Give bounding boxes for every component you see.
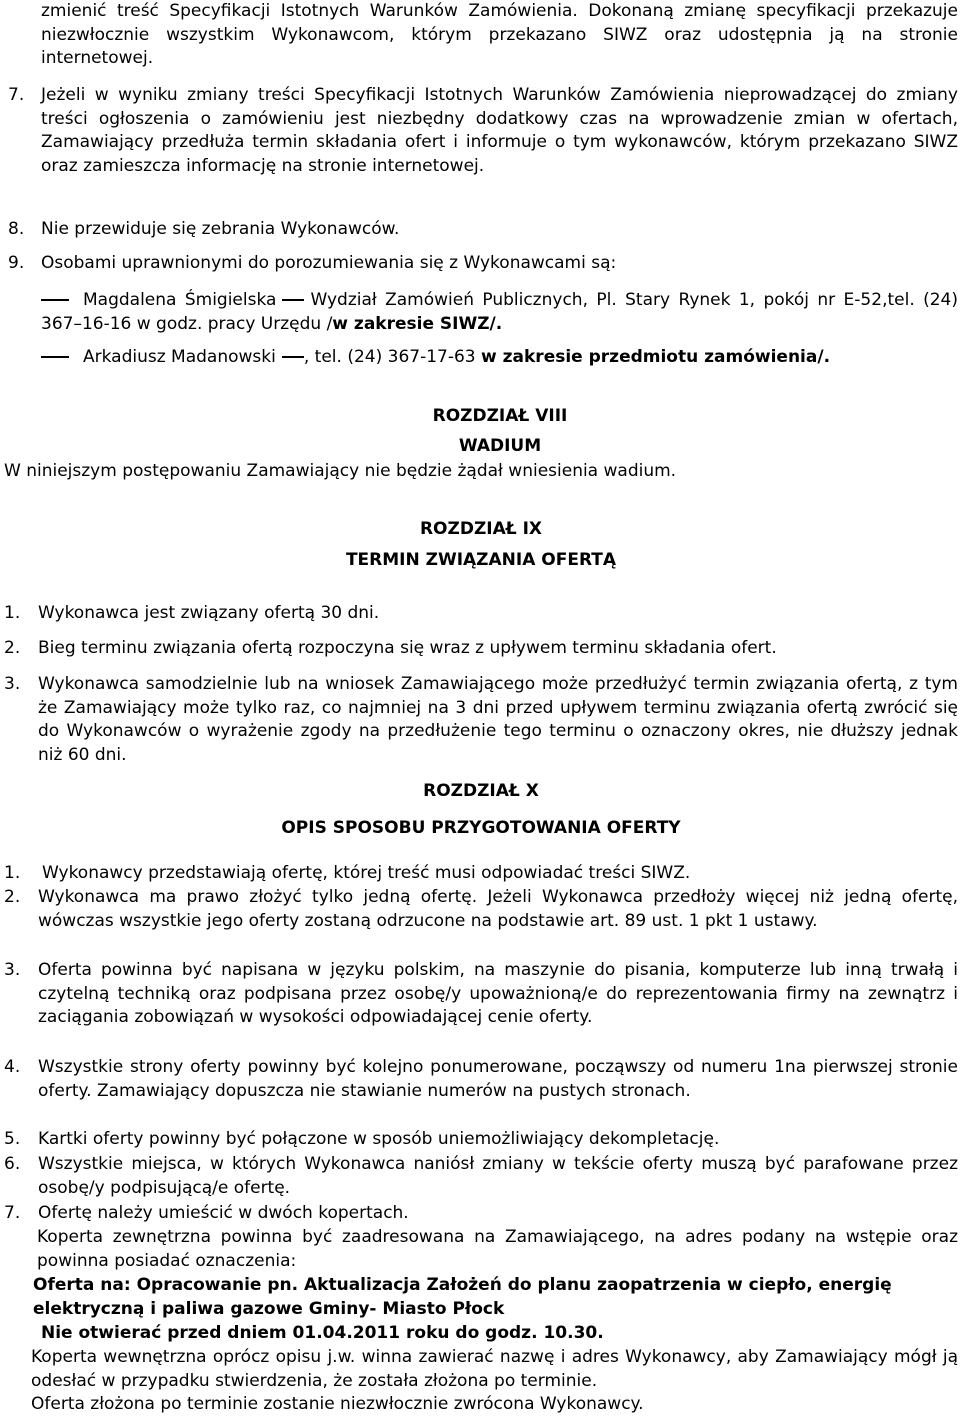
list-text: Wykonawca samodzielnie lub na wniosek Zamawiającego może przedłużyć termin związania ofertą, z tym że Zamawiający może tylko raz, co najmniej na 3 dni przed upływem terminu związania ofertą zwrócić się do Wykonawców o wyrażenie zgody na przedłużenie tego terminu o oznaczony okres, nie dłuższy jednak niż 60 dni. [38,674,958,765]
list-number: 7. [8,85,25,105]
chapter-title: WADIUM [458,436,542,456]
dash-separator [282,356,304,358]
list-item [4,1128,958,1152]
wadium-text: W niniejszym postępowaniu Zamawiający nie będzie żądał wniesienia wadium. [4,461,677,481]
contact-scope: w zakresie SIWZ/. [332,313,503,334]
list-text: Wykonawca ma prawo złożyć tylko jedną ofertę. Jeżeli Wykonawca przedłoży więcej niż jedną ofertę, wówczas wszystkie jego oferty zostaną odrzucone na podstawie art. 89 ust. 1 pkt 1 ustawy. [38,887,958,931]
contact-scope: w zakresie przedmiotu zamówienia/. [481,347,831,367]
contact-name: Arkadiusz Madanowski [83,347,276,367]
inner-envelope-text: Koperta wewnętrzna oprócz opisu j.w. winna zawierać nazwę i adres Wykonawcy, aby Zamawiający mógł ją odesłać w przypadku stwierdzenia, że została złożona po terminie. [31,1347,958,1391]
list-number: 9. [8,253,25,273]
list-item [4,1153,958,1200]
list-item [4,1056,958,1103]
list-text: Wszystkie miejsca, w których Wykonawca naniósł zmiany w tekście oferty muszą być parafowane przez osobę/y podpisującą/e ofertę. [38,1154,958,1198]
chapter-title: TERMIN ZWIĄZANIA OFERTĄ [345,550,617,570]
do-not-open-label: Nie otwierać przed dniem 01.04.2011 roku do godz. 10.30. [41,1323,604,1343]
list-item-7 [8,84,958,178]
contact-person-2 [41,346,958,370]
list-item-9 [8,252,958,276]
contact-details: , tel. (24) 367-17-63 [303,347,482,367]
contact-details: Wydział Zamówień Publicznych, Pl. Stary Rynek 1, pokój nr E-52,tel. (24) 367–16-16 w godz. pracy Urzędu / [41,290,959,334]
list-item [4,886,958,933]
list-item [4,862,958,886]
list-number: 3. [4,674,21,694]
list-item-8 [8,218,958,242]
list-text: Kartki oferty powinny być połączone w sposób uniemożliwiający dekompletację. [38,1129,720,1149]
paragraph-continuation: zmienić treść Specyfikacji Istotnych Warunków Zamówienia. Dokonaną zmianę specyfikacji przekazuje niezwłocznie wszystkim Wykonawcom, którym przekazano SIWZ oraz udostępnia ją na stronie internetowej. [41,1,958,68]
late-offer-text: Oferta złożona po terminie zostanie niezwłocznie zwrócona Wykonawcy. [31,1394,644,1414]
list-text: Wszystkie strony oferty powinny być kolejno ponumerowane, począwszy od numeru 1na pierwszej stronie oferty. Zamawiający dopuszcza nie stawianie numerów na pustych stronach. [38,1057,958,1101]
dash-bullet [41,356,69,358]
list-text: Nie przewiduje się zebrania Wykonawców. [41,219,400,239]
contact-name: Magdalena Śmigielska [83,290,277,310]
list-text: Wykonawca jest związany ofertą 30 dni. [38,603,380,623]
contact-person-1 [41,289,958,336]
dash-bullet [41,299,69,301]
chapter-heading: ROZDZIAŁ IX [419,519,543,539]
list-number: 4. [4,1057,21,1077]
list-number: 7. [4,1203,21,1223]
list-text: Wykonawcy przedstawiają ofertę, której treść musi odpowiadać treści SIWZ. [42,863,691,883]
chapter-title: OPIS SPOSOBU PRZYGOTOWANIA OFERTY [281,818,681,838]
list-item [4,637,958,661]
list-number: 6. [4,1154,21,1174]
offer-label: Oferta na: Opracowanie pn. Aktualizacja Założeń do planu zaopatrzenia w ciepło, energię elektryczną i paliwa gazowe Gminy- Miasto Płock [33,1275,892,1319]
list-number: 1. [4,863,21,883]
list-number: 1. [4,603,21,623]
chapter-heading: ROZDZIAŁ X [423,781,539,801]
list-text: Ofertę należy umieścić w dwóch kopertach. [38,1203,409,1223]
list-item [4,1202,958,1226]
list-number: 2. [4,638,21,658]
list-text: Bieg terminu związania ofertą rozpoczyna się wraz z upływem terminu składania ofert. [38,638,777,658]
list-text: Jeżeli w wyniku zmiany treści Specyfikacji Istotnych Warunków Zamówienia nieprowadzącej do zmiany treści ogłoszenia o zamówieniu jest niezbędny dodatkowy czas na wprowadzenie zmian w ofertach, Zamawiający przedłuża termin składania ofert i informuje o tym wykonawców, którym przekazano SIWZ oraz zamieszcza informację na stronie internetowej. [41,85,958,176]
list-item [4,959,958,1030]
list-number: 2. [4,887,21,907]
list-item [4,602,958,626]
list-number: 5. [4,1129,21,1149]
list-text: Oferta powinna być napisana w języku polskim, na maszynie do pisania, komputerze lub inną trwałą i czytelną techniką oraz podpisana przez osobę/y upoważnioną/e do reprezentowania firmy na zewnątrz i zaciągania zobowiązań w wysokości odpowiadającej cenie oferty. [38,960,958,1027]
dash-separator [282,299,304,301]
list-item [4,673,958,767]
list-text: Osobami uprawnionymi do porozumiewania się z Wykonawcami są: [41,253,617,273]
outer-envelope-text: Koperta zewnętrzna powinna być zaadresowana na Zamawiającego, na adres podany na wstępie oraz powinna posiadać oznaczenia: [37,1227,958,1271]
chapter-heading: ROZDZIAŁ VIII [432,406,568,426]
list-number: 8. [8,219,25,239]
list-number: 3. [4,960,21,980]
